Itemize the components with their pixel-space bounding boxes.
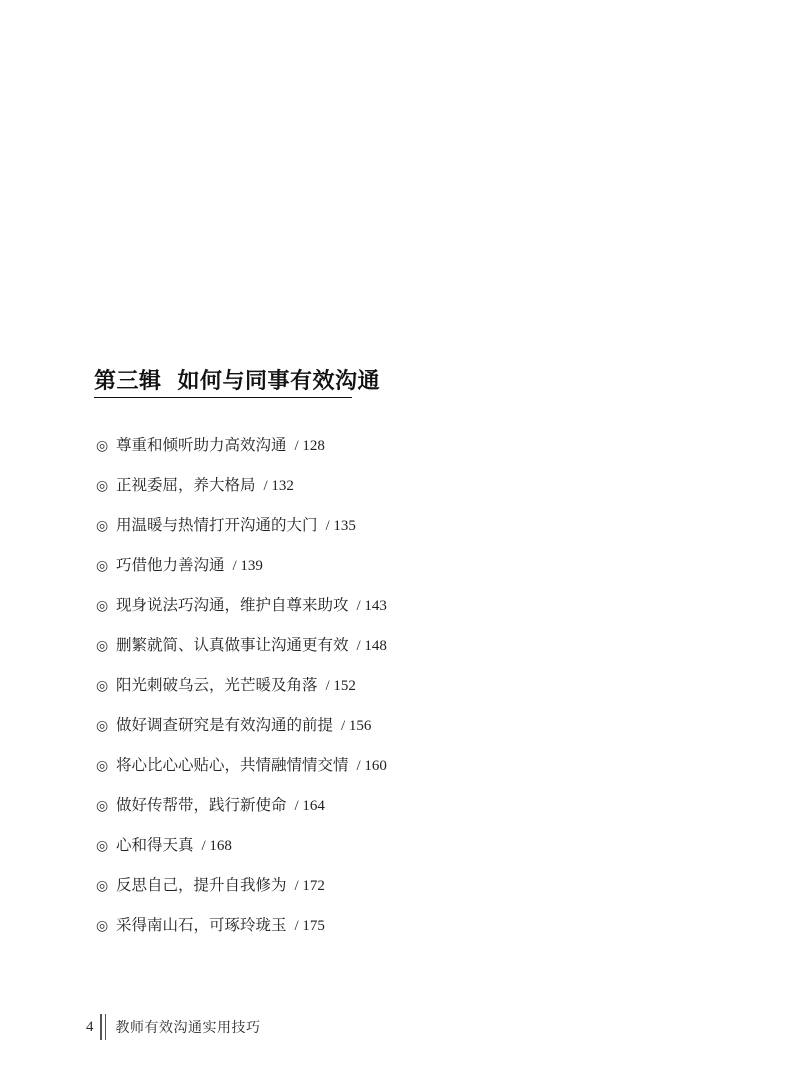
bullet-icon: ◎ xyxy=(96,478,109,494)
toc-entry-title: 阳光刺破乌云，光芒暖及角落 xyxy=(116,676,318,694)
toc-entry-page: / 135 xyxy=(325,518,356,534)
toc-entry[interactable] xyxy=(96,552,387,592)
toc-entry-title: 尊重和倾听助力高效沟通 xyxy=(116,436,287,454)
toc-entry-page: / 160 xyxy=(356,758,387,774)
toc-entry-title: 用温暖与热情打开沟通的大门 xyxy=(116,516,318,534)
toc-entry-title: 删繁就简、认真做事让沟通更有效 xyxy=(116,636,349,654)
toc-entry-page: / 148 xyxy=(356,638,387,654)
toc-entry-page: / 168 xyxy=(201,838,232,854)
bullet-icon: ◎ xyxy=(96,558,109,574)
bullet-icon: ◎ xyxy=(96,518,109,534)
table-of-contents xyxy=(96,432,387,952)
toc-entry[interactable] xyxy=(96,712,387,752)
page-footer xyxy=(86,1014,261,1040)
toc-entry[interactable] xyxy=(96,432,387,472)
page-number: 4 xyxy=(86,1018,94,1035)
toc-entry-page: / 172 xyxy=(294,878,325,894)
toc-entry-page: / 128 xyxy=(294,438,325,454)
bullet-icon: ◎ xyxy=(96,798,109,814)
bullet-icon: ◎ xyxy=(96,838,109,854)
toc-entry-title: 将心比心心贴心，共情融情情交情 xyxy=(116,756,349,774)
toc-entry[interactable] xyxy=(96,592,387,632)
toc-entry[interactable] xyxy=(96,832,387,872)
toc-entry[interactable] xyxy=(96,632,387,672)
toc-entry-page: / 132 xyxy=(263,478,294,494)
heading-underline xyxy=(94,397,352,398)
running-title: 教师有效沟通实用技巧 xyxy=(115,1020,261,1036)
toc-entry-page: / 139 xyxy=(232,558,263,574)
footer-divider xyxy=(100,1014,106,1040)
bullet-icon: ◎ xyxy=(96,758,109,774)
toc-entry-title: 采得南山石，可琢玲珑玉 xyxy=(116,916,287,934)
bullet-icon: ◎ xyxy=(96,878,109,894)
toc-entry[interactable] xyxy=(96,792,387,832)
toc-entry[interactable] xyxy=(96,752,387,792)
toc-entry[interactable] xyxy=(96,512,387,552)
section-label: 第三辑 xyxy=(94,368,162,394)
section-heading xyxy=(94,364,380,395)
toc-entry-page: / 156 xyxy=(341,718,372,734)
toc-entry-title: 做好传帮带，践行新使命 xyxy=(116,796,287,814)
toc-entry[interactable] xyxy=(96,672,387,712)
bullet-icon: ◎ xyxy=(96,638,109,654)
toc-entry-page: / 143 xyxy=(356,598,387,614)
toc-entry-title: 心和得天真 xyxy=(116,836,194,854)
bullet-icon: ◎ xyxy=(96,598,109,614)
toc-entry-page: / 175 xyxy=(294,918,325,934)
toc-entry-page: / 164 xyxy=(294,798,325,814)
section-title: 如何与同事有效沟通 xyxy=(177,368,381,394)
toc-entry-title: 反思自己，提升自我修为 xyxy=(116,876,287,894)
toc-entry[interactable] xyxy=(96,472,387,512)
toc-entry[interactable] xyxy=(96,912,387,952)
toc-entry-title: 巧借他力善沟通 xyxy=(116,556,225,574)
toc-entry-page: / 152 xyxy=(325,678,356,694)
toc-entry-title: 现身说法巧沟通，维护自尊来助攻 xyxy=(116,596,349,614)
bullet-icon: ◎ xyxy=(96,438,109,454)
bullet-icon: ◎ xyxy=(96,678,109,694)
bullet-icon: ◎ xyxy=(96,918,109,934)
toc-entry-title: 正视委屈，养大格局 xyxy=(116,476,256,494)
toc-entry[interactable] xyxy=(96,872,387,912)
toc-entry-title: 做好调查研究是有效沟通的前提 xyxy=(116,716,334,734)
bullet-icon: ◎ xyxy=(96,718,109,734)
